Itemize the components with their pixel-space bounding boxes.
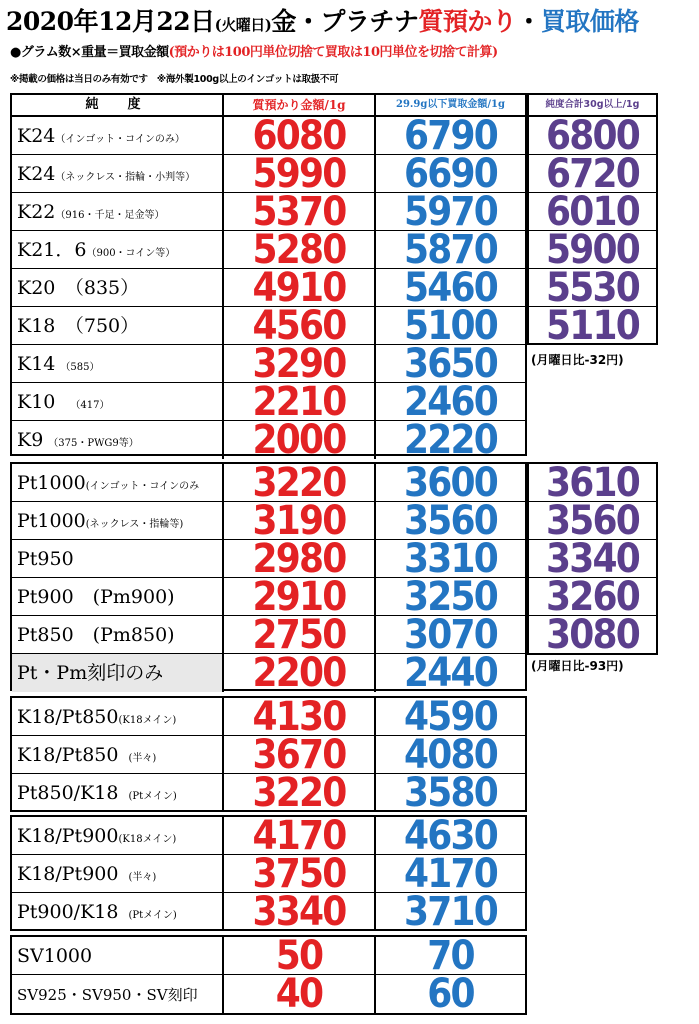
pawn-price-cell xyxy=(224,650,376,696)
bulk-header: 純度合計30g以上/1g xyxy=(529,95,656,117)
validity-note: ※掲載の価格は当日のみ有効です ※海外製100g以上のインゴットは取扱不可 xyxy=(10,74,339,85)
pawn-price: 3220 xyxy=(252,770,346,816)
table-row xyxy=(12,889,525,935)
table-row xyxy=(12,379,525,425)
purity-label: Pt900 (Pm900) xyxy=(12,578,224,616)
buy-price: 3250 xyxy=(403,574,497,620)
silver-price-table xyxy=(10,935,527,1015)
pawn-price-cell xyxy=(224,341,376,387)
purity-label: K18/Pt900 (半々) xyxy=(12,855,224,893)
bulk-price: 3340 xyxy=(545,536,639,582)
purity-label: K24（ネックレス・指輪・小判等） xyxy=(12,155,224,193)
pawn-price-cell xyxy=(224,971,376,1017)
buy-price: 3600 xyxy=(403,460,497,506)
table-row xyxy=(12,265,525,311)
pawn-price: 2750 xyxy=(252,612,346,658)
buy-price-cell xyxy=(376,889,525,935)
table-row xyxy=(12,574,525,620)
pawn-price: 5280 xyxy=(252,227,346,273)
buy-price: 4630 xyxy=(403,813,497,859)
purity-label: K18/Pt850(K18メイン) xyxy=(12,698,224,736)
table-row xyxy=(12,933,525,979)
purity-label: K18/Pt850 (半々) xyxy=(12,736,224,774)
bulk-price: 5530 xyxy=(545,265,639,311)
purity-label: K24（インゴット・コインのみ） xyxy=(12,117,224,155)
buy-price-cell xyxy=(376,851,525,897)
table-row xyxy=(12,851,525,897)
bulk-price: 6800 xyxy=(545,113,639,159)
buy-price: 6690 xyxy=(403,151,497,197)
purity-label: SV925・SV950・SV刻印 xyxy=(12,975,224,1013)
pawn-price-cell xyxy=(224,813,376,859)
bulk-price: 3080 xyxy=(545,612,639,658)
buy-price-cell xyxy=(376,933,525,979)
pawn-price-cell xyxy=(224,889,376,935)
table-row xyxy=(12,227,525,273)
k18-pt900-price-table xyxy=(10,813,527,935)
table-row xyxy=(12,971,525,1017)
purity-label: K14 （585） xyxy=(12,345,224,383)
bulk-price: 3610 xyxy=(545,460,639,506)
buy-price-cell xyxy=(376,770,525,816)
bulk-price-cell xyxy=(529,536,656,582)
table-row xyxy=(12,303,525,349)
pawn-price: 2210 xyxy=(252,379,346,425)
pawn-price-cell xyxy=(224,851,376,897)
buy-price: 5970 xyxy=(403,189,497,235)
buy-price-cell xyxy=(376,498,525,544)
buy-price-cell xyxy=(376,379,525,425)
buy-price: 3650 xyxy=(403,341,497,387)
purity-label: K18/Pt900(K18メイン) xyxy=(12,817,224,855)
table-row xyxy=(12,813,525,859)
buy-price-cell xyxy=(376,536,525,582)
pawn-price: 5370 xyxy=(252,189,346,235)
pawn-price: 3190 xyxy=(252,498,346,544)
table-row xyxy=(12,151,525,197)
pawn-price-cell xyxy=(224,303,376,349)
buy-price-cell xyxy=(376,574,525,620)
calculation-note: ●グラム数×重量＝買取金額(預かりは100円単位切捨て買取は10円単位を切捨て計算) xyxy=(10,45,498,60)
bulk-price-cell xyxy=(529,612,656,658)
pawn-price: 2980 xyxy=(252,536,346,582)
table-row xyxy=(12,189,525,235)
buy-price-cell xyxy=(376,650,525,696)
buy-price-cell xyxy=(376,151,525,197)
bulk-price-cell xyxy=(529,460,656,506)
bulk-price-cell xyxy=(529,498,656,544)
pawn-price: 6080 xyxy=(252,113,346,159)
bulk-price-cell xyxy=(529,303,656,349)
pawn-price: 3750 xyxy=(252,851,346,897)
buy-price-cell xyxy=(376,341,525,387)
buy-price: 2440 xyxy=(403,650,497,696)
bulk-price-cell xyxy=(529,113,656,159)
purity-label: Pt850/K18 (Ptメイン) xyxy=(12,774,224,812)
k18-pt850-price-table xyxy=(10,694,527,816)
purity-label: Pt950 xyxy=(12,540,224,578)
pawn-price-cell xyxy=(224,732,376,778)
purity-label: K21．6（900・コイン等） xyxy=(12,231,224,269)
buy-price: 3710 xyxy=(403,889,497,935)
purity-label: K20 （835） xyxy=(12,269,224,307)
pawn-price: 3340 xyxy=(252,889,346,935)
buy-price: 5100 xyxy=(403,303,497,349)
buy-price-cell xyxy=(376,227,525,273)
pawn-price: 4910 xyxy=(252,265,346,311)
bulk-price: 5900 xyxy=(545,227,639,273)
platinum-change-note: (月曜日比-93円) xyxy=(531,659,624,673)
platinum-price-table xyxy=(10,460,527,696)
buy-price-cell xyxy=(376,460,525,506)
bulk-price-cell xyxy=(529,574,656,620)
purity-label: SV1000 xyxy=(12,937,224,975)
bulk-price: 6720 xyxy=(545,151,639,197)
pawn-price: 40 xyxy=(275,971,323,1017)
buy-price-cell xyxy=(376,417,525,463)
pawn-price-cell xyxy=(224,460,376,506)
table-row xyxy=(12,460,525,506)
pawn-price-cell xyxy=(224,417,376,463)
bulk-price-cell xyxy=(529,265,656,311)
buy-price-cell xyxy=(376,303,525,349)
buy-price-cell xyxy=(376,189,525,235)
buy-price: 4080 xyxy=(403,732,497,778)
buy-header: 29.9g以下買取金額/1g xyxy=(376,95,525,117)
table-row xyxy=(12,732,525,778)
pawn-price: 3670 xyxy=(252,732,346,778)
buy-price: 3580 xyxy=(403,770,497,816)
platinum-bulk-price-box xyxy=(527,460,658,658)
pawn-header: 質預かり金額/1g xyxy=(224,95,376,117)
buy-price: 2460 xyxy=(403,379,497,425)
pawn-price: 4130 xyxy=(252,694,346,740)
purity-label: Pt・Pm刻印のみ xyxy=(12,654,224,692)
table-row xyxy=(12,650,525,696)
pawn-price: 5990 xyxy=(252,151,346,197)
buy-price: 5460 xyxy=(403,265,497,311)
pawn-price: 2200 xyxy=(252,650,346,696)
pawn-price-cell xyxy=(224,151,376,197)
buy-price-cell xyxy=(376,612,525,658)
table-row xyxy=(12,770,525,816)
pawn-price-cell xyxy=(224,189,376,235)
pawn-price-cell xyxy=(224,612,376,658)
pawn-price-cell xyxy=(224,933,376,979)
buy-price-cell xyxy=(376,265,525,311)
table-row xyxy=(12,498,525,544)
bulk-price: 6010 xyxy=(545,189,639,235)
table-row xyxy=(12,417,525,463)
pawn-price-cell xyxy=(224,498,376,544)
purity-label: Pt900/K18 (Ptメイン) xyxy=(12,893,224,931)
buy-price-cell xyxy=(376,113,525,159)
bulk-price-cell xyxy=(529,227,656,273)
pawn-price-cell xyxy=(224,536,376,582)
buy-price: 5870 xyxy=(403,227,497,273)
pawn-price: 2910 xyxy=(252,574,346,620)
bulk-price: 5110 xyxy=(545,303,639,349)
page-title: 2020年12月22日(火曜日)金・プラチナ質預かり・買取価格 xyxy=(6,7,639,36)
buy-price: 4590 xyxy=(403,694,497,740)
table-row xyxy=(12,612,525,658)
pawn-price-cell xyxy=(224,574,376,620)
pawn-price: 3290 xyxy=(252,341,346,387)
gold-price-table xyxy=(10,93,527,463)
bulk-price-cell xyxy=(529,151,656,197)
purity-label: Pt1000(インゴット・コインのみ xyxy=(12,464,224,502)
table-row xyxy=(12,694,525,740)
bulk-price: 3560 xyxy=(545,498,639,544)
purity-label: K10 （417） xyxy=(12,383,224,421)
buy-price: 60 xyxy=(427,971,474,1017)
buy-price-cell xyxy=(376,694,525,740)
table-row xyxy=(12,113,525,159)
bulk-price-cell xyxy=(529,189,656,235)
buy-price-cell xyxy=(376,732,525,778)
buy-price-cell xyxy=(376,813,525,859)
gold-bulk-price-box xyxy=(527,93,658,349)
pawn-price-cell xyxy=(224,770,376,816)
buy-price-cell xyxy=(376,971,525,1017)
pawn-price: 4170 xyxy=(252,813,346,859)
purity-header: 純 度 xyxy=(12,95,224,117)
purity-label: K9 （375・PWG9等） xyxy=(12,421,224,459)
pawn-price-cell xyxy=(224,265,376,311)
gold-change-note: (月曜日比-32円) xyxy=(531,353,624,367)
purity-label: K22（916・千足・足金等） xyxy=(12,193,224,231)
pawn-price: 50 xyxy=(275,933,323,979)
pawn-price: 4560 xyxy=(252,303,346,349)
pawn-price: 3220 xyxy=(252,460,346,506)
buy-price: 3560 xyxy=(403,498,497,544)
purity-label: Pt850 (Pm850) xyxy=(12,616,224,654)
buy-price: 4170 xyxy=(403,851,497,897)
buy-price: 3310 xyxy=(403,536,497,582)
pawn-price-cell xyxy=(224,227,376,273)
purity-label: K18 （750） xyxy=(12,307,224,345)
pawn-price-cell xyxy=(224,694,376,740)
buy-price: 70 xyxy=(427,933,474,979)
bulk-price: 3260 xyxy=(545,574,639,620)
pawn-price-cell xyxy=(224,379,376,425)
buy-price: 2220 xyxy=(403,417,497,463)
table-row xyxy=(12,341,525,387)
purity-label: Pt1000(ネックレス・指輪等) xyxy=(12,502,224,540)
pawn-price: 2000 xyxy=(252,417,346,463)
buy-price: 3070 xyxy=(403,612,497,658)
buy-price: 6790 xyxy=(403,113,497,159)
pawn-price-cell xyxy=(224,113,376,159)
table-row xyxy=(12,536,525,582)
